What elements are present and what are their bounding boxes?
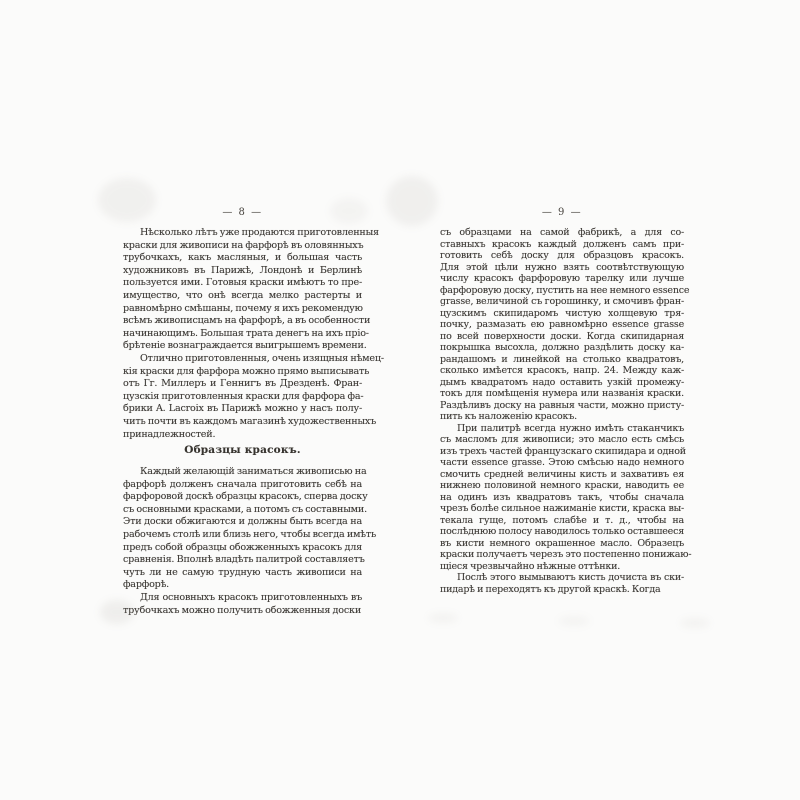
paragraph-line: начинающимъ. Большая трата денегъ на ихъ пріо-	[123, 327, 369, 339]
paragraph-line: чуть ли не самую трудную часть живописи на	[123, 566, 362, 578]
paragraph-line: сколько имѣется красокъ, напр. 24. Между каж-	[440, 365, 684, 376]
paragraph-line: пользуется ими. Готовыя краски имѣютъ то пре-	[123, 277, 362, 289]
page-number-header: — 8 —	[222, 207, 263, 218]
paragraph-line: пидарѣ и переходятъ къ другой краскѣ. Когда	[440, 583, 661, 595]
paragraph-line: отъ Гг. Миллеръ и Геннигъ въ Дрезденѣ. Фран-	[123, 378, 362, 390]
paragraph-line: съ основными красками, а потомъ съ составными.	[123, 503, 367, 515]
paragraph-line: съ масломъ для живописи; это масло есть смѣсь	[440, 434, 684, 445]
paragraph-line: пить къ наложенію красокъ.	[440, 411, 577, 422]
page-number-header: — 9 —	[541, 207, 583, 218]
paragraph-line: Для этой цѣли нужно взять соотвѣтствующую	[440, 261, 684, 273]
paragraph-line: краски для живописи на фарфорѣ въ оловянныхъ	[123, 239, 364, 251]
paragraph-line: текала гуще, потомъ слабѣе и т. д., чтобы на	[440, 514, 684, 526]
paragraph-line: принадлежностей.	[123, 428, 216, 440]
paragraph-line: цузскимъ скипидаромъ чистую холщевую тря-	[440, 307, 684, 319]
paragraph-line: предъ собой образцы обожженныхъ красокъ для	[123, 541, 362, 553]
paragraph-line: щіеся чрезвычайно нѣжные оттѣнки.	[440, 560, 621, 572]
paragraph-line: числу красокъ фарфоровую тарелку или лучше	[440, 273, 684, 284]
paragraph-line: равномѣрно смѣшаны, почему я ихъ рекомендую	[123, 302, 363, 314]
page-body	[123, 227, 384, 617]
paragraph-line: краски получаетъ черезъ это постепенно понижаю-	[440, 549, 692, 560]
paragraph-line: grasse, величиной съ горошинку, и смочивъ фран-	[440, 296, 684, 307]
paragraph-line: Отлично приготовленныя, очень изящныя нѣмец-	[140, 352, 384, 364]
scan-smudge	[680, 618, 710, 628]
paragraph-line: рандашомъ и линейкой на столько квадратовъ,	[440, 353, 684, 365]
paragraph-line: Раздѣливъ доску на равныя части, можно присту-	[440, 399, 684, 411]
paragraph-line: съ образцами на самой фабрикѣ, а для со-	[440, 227, 684, 238]
paragraph-line: кія краски для фарфора можно прямо выписывать	[123, 365, 370, 377]
paragraph-line: сравненія. Вполнѣ владѣть палитрой составляетъ	[123, 554, 365, 566]
paragraph-line: При палитрѣ всегда нужно имѣть стаканчикъ	[457, 422, 684, 434]
scan-smudge	[558, 616, 590, 626]
paragraph-line: послѣднюю полосу наводилось только оставшееся	[440, 526, 684, 537]
paragraph-line: дымъ квадратомъ надо оставить узкій промежу-	[440, 376, 684, 388]
paragraph-line: части essence grasse. Этою смѣсью надо немного	[440, 457, 684, 468]
page-body	[440, 227, 692, 595]
page-8	[123, 206, 384, 617]
paragraph-line: нижнею половиной немного краски, наводить ее	[440, 480, 684, 491]
scan-smudge	[386, 176, 438, 226]
paragraph-line: Каждый желающій заниматься живописью на	[140, 466, 367, 478]
paragraph-line: покрышка высохла, должно раздѣлить доску ка-	[440, 342, 684, 353]
paragraph-line: трубочкахъ, какъ масляныя, и большая часть	[123, 252, 362, 264]
paragraph-line: фарфорѣ.	[123, 579, 170, 591]
paragraph-line: Нѣсколько лѣтъ уже продаются приготовленныя	[140, 227, 379, 238]
scan-smudge	[428, 613, 458, 623]
paragraph-line: фарфорѣ долженъ сначала приготовить себѣ на	[123, 478, 362, 490]
paragraph-line: цузскія приготовленныя краски для фарфора фа-	[123, 390, 364, 402]
paragraph-line: брѣтеніе вознаграждается выигрышемъ времени.	[123, 340, 367, 352]
paragraph-line: по всей поверхности доски. Когда скипидарная	[440, 330, 684, 342]
section-heading: Образцы красокъ.	[184, 444, 301, 457]
paragraph-line: художниковъ въ Парижѣ, Лондонѣ и Берлинѣ	[123, 264, 362, 276]
paragraph-line: Для основныхъ красокъ приготовленныхъ въ	[140, 592, 362, 604]
paragraph-line: изъ трехъ частей французскаго скипидара и одной	[440, 445, 686, 457]
page-9	[440, 206, 692, 595]
paragraph-line: Послѣ этого вымываютъ кисть дочиста въ ски-	[457, 572, 684, 583]
paragraph-line: почку, размазать ею равномѣрно essence grasse	[440, 319, 684, 330]
paragraph-line: всѣмъ живописцамъ на фарфорѣ, а въ особенности	[123, 315, 371, 327]
paragraph-line: фарфоровой доскѣ образцы красокъ, сперва доску	[123, 491, 368, 503]
paragraph-line: на одинъ изъ квадратовъ такъ, чтобы сначала	[440, 491, 684, 503]
paragraph-line: рабочемъ столѣ или близь него, чтобы всегда имѣть	[123, 529, 377, 541]
paragraph-line: чить почти въ каждомъ магазинѣ художественныхъ	[123, 415, 376, 427]
paragraph-line: чрезъ болѣе сильное нажиманіе кисти, краска вы-	[440, 503, 684, 514]
paragraph-line: трубочкахъ можно получить обожженныя доски	[123, 604, 362, 616]
paragraph-line: смочить средней величины кисть и захвативъ ея	[440, 468, 684, 480]
paragraph-line: готовить себѣ доску для образцовъ красокъ.	[440, 250, 684, 261]
paragraph-line: токъ для помѣщенія нумера или названія краски.	[440, 388, 684, 399]
paragraph-line: ставныхъ красокъ каждый долженъ самъ при-	[440, 238, 684, 250]
paragraph-line: фарфоровую доску, пустить на нее немного essence	[440, 284, 690, 296]
paragraph-line: брики A. Lacroix въ Парижѣ можно у насъ полу-	[123, 403, 362, 415]
paragraph-line: Эти доски обжигаются и должны быть всегда на	[123, 516, 362, 528]
paragraph-line: въ кисти немного окрашенное масло. Образецъ	[440, 537, 684, 549]
paragraph-line: имущество, что онѣ всегда мелко растерты и	[123, 289, 362, 301]
